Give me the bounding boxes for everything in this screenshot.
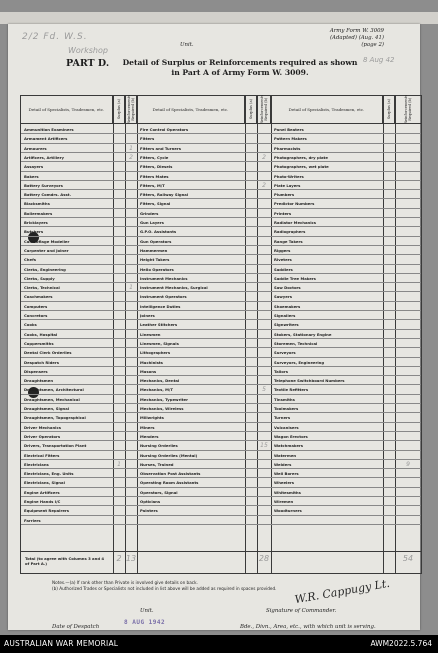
note-b: (b) Authorized Trades or Specialists not included in list above will be added as required in spaces provided. — [52, 586, 277, 591]
table-row-label: Camouflage Modeller — [24, 238, 70, 244]
table-row-label: Draughtsmen, Architectural — [24, 387, 84, 393]
table-row-label: Electricians, Eng. Units — [24, 471, 74, 477]
table-row-label: Mechanics, Dental — [140, 378, 180, 384]
table-row-label: Operating Room Assistants — [140, 480, 199, 486]
table-row-label: Draughtsmen — [24, 378, 54, 384]
table-row-label: Fitters and Turners — [140, 145, 182, 151]
table-row-label: Pharmacists — [274, 145, 301, 151]
handwritten-date: 8 Aug 42 — [363, 56, 395, 64]
table-row-label: Stokers, Stationary Engine — [274, 331, 332, 337]
table-row-label: Engine Artificers — [24, 489, 60, 495]
table-row-label: Butchers — [24, 229, 44, 235]
table-row-label: Assayers — [24, 164, 44, 170]
col-header-surplus: Surplus (a) — [113, 96, 125, 123]
table-row-label: Coppersmiths — [24, 340, 54, 346]
col-header-reinf: Reinforcements Required (b) — [404, 95, 412, 124]
table-row-label: Driver Operators — [24, 433, 61, 439]
table-row-label: Signwriters — [274, 322, 299, 328]
commander-signature: W.R. Cappugy Lt. — [293, 576, 391, 607]
table-row-label: Fitters Mates — [140, 173, 169, 179]
table-row-label: Helio Operators — [140, 266, 174, 272]
table-row-label: Range Takers — [274, 238, 303, 244]
handwritten-count: 5 — [262, 386, 266, 394]
table-row-label: Drivers, Transportation Plant — [24, 443, 87, 449]
table-row-label: Farriers — [24, 517, 41, 523]
table-row-label: Fitters, Railway Signal — [140, 192, 189, 198]
table-row-label: Opticians — [140, 499, 161, 504]
table-row-label: Sawyers — [274, 294, 292, 300]
handwritten-count: 2 — [129, 153, 133, 161]
table-row-label: Electrical Fitters — [24, 452, 60, 458]
table-row-label: Vulcanisers — [274, 424, 299, 430]
column-rule — [395, 96, 396, 573]
table-row-label: Photographers, wet plate — [274, 164, 329, 170]
archive-name: AUSTRALIAN WAR MEMORIAL — [4, 639, 119, 648]
table-row-label: Battery Comdrs. Asst. — [24, 192, 72, 198]
col-header-trade: Detail of Specialists, Tradesmen, etc. — [137, 96, 245, 123]
handwritten-unit: 2/2 Fd. W.S. — [22, 32, 88, 42]
table-row-label: Equipment Repairers — [24, 508, 70, 514]
column-rule — [137, 96, 138, 573]
table-row-label: Electricians, Signal — [24, 480, 65, 486]
form-title: Detail of Surplus or Reinforcements required as shown in Part A of Army Form W. 3009. — [122, 58, 358, 77]
table-row-label: Armourers — [24, 145, 47, 151]
table-row-label: Nurses, Trained — [140, 461, 174, 467]
table-row-label: G.P.O. Assistants — [140, 229, 177, 235]
table-row-label: Engine Hands I/C — [24, 499, 61, 504]
table-row-label: Plate Layers — [274, 182, 301, 188]
sheet-edge — [0, 12, 438, 24]
table-row-label: Cooks, Hospital — [24, 331, 58, 337]
table-row-label: Textile Refitters — [274, 387, 309, 393]
header-rule — [21, 123, 421, 124]
total-label: Total (to agree with Columns 3 and 4 of Part A.) — [25, 556, 104, 566]
table-row-label: Shoemakers — [274, 303, 301, 309]
handwritten-count: 9 — [406, 460, 410, 468]
bde-label: Bde., Divn., Area, etc., with which unit is serving. — [240, 624, 376, 630]
handwritten-count: 2 — [262, 153, 266, 161]
table-row-label: Driver Mechanics — [24, 424, 61, 430]
table-row-label: Fitters, Signal — [140, 201, 171, 207]
table-row-label: Dental Clerk Orderlies — [24, 350, 72, 356]
table-row-label: Mechanics, Wireless — [140, 406, 184, 411]
table-row-label: Clerks, Technical — [24, 285, 60, 291]
table-row-label: Millwrights — [140, 415, 164, 421]
table-row-label: Mechanics, M/T — [140, 387, 173, 393]
table-row-label: Wiremen — [274, 499, 294, 504]
table-row-label: Lithographers — [140, 350, 171, 356]
table-row-label: Pattern Makers — [274, 136, 307, 142]
table-row-label: Draughtsmen, Signal — [24, 406, 70, 411]
table-row-label: Machinists — [140, 359, 163, 365]
table-row-label: Nursing Orderlies — [140, 443, 178, 449]
table-row-label: Wheelers — [274, 480, 295, 486]
table-row-label: Masons — [140, 368, 157, 374]
table-row-label: Intelligence Duties — [140, 303, 181, 309]
table-row-label: Instrument Operators — [140, 294, 187, 300]
handwritten-count: 1 — [117, 460, 121, 468]
form-reference — [330, 28, 384, 49]
column-rule — [257, 96, 258, 573]
table-row-label: Fire Control Operators — [140, 127, 189, 132]
table-row-label: Panel Beaters — [274, 127, 304, 132]
table-row-label: Joiners — [140, 313, 155, 318]
col-header-surplus: Surplus (a) — [383, 96, 395, 123]
total-reinf-1: 13 — [125, 554, 137, 563]
archive-bar — [0, 635, 438, 653]
table-row-label: Instrument Mechanics — [140, 275, 188, 281]
table-row-label: Woodturners — [274, 508, 302, 514]
note-a: Notes.—(a) If rank other than Private is involved give details on back. — [52, 580, 198, 585]
table-row-label: Clerks, Engineering — [24, 266, 66, 272]
table-row-label: Mechanics, Typewriter — [140, 396, 189, 402]
table-row-label: Armament Artificers — [24, 136, 68, 142]
total-reinf-2: 28 — [258, 554, 270, 563]
table-row-label: Nursing Orderlies (Mental) — [140, 452, 198, 458]
table-row-label: Saddlers — [274, 266, 293, 272]
table-row-label: Despatch Riders — [24, 359, 60, 365]
table-row-label: Menders — [140, 433, 159, 439]
table-row-label: Photo-Writers — [274, 173, 304, 179]
table-row-label: Operators, Signal — [140, 489, 178, 495]
table-row-label: Fitters, M/T — [140, 182, 165, 188]
table-row-label: Grinders — [140, 210, 159, 216]
total-surplus-1: 2 — [116, 554, 122, 563]
table-row-label: Fitters, Cycle — [140, 154, 169, 160]
form-ref-line: Army Form W. 3009 — [329, 28, 384, 34]
form-notes — [52, 580, 277, 592]
handwritten-unit-2: Workshop — [68, 46, 108, 55]
table-row-label: Gun Layers — [140, 220, 164, 225]
table-row-label: Coachmakers — [24, 294, 53, 300]
total-reinf-3: 54 — [402, 554, 414, 563]
table-row-label: Tailors — [274, 368, 289, 374]
column-rule — [271, 96, 272, 573]
table-row-label: Instrument Mechanics, Surgical — [140, 285, 208, 291]
table-row-label: Artificers, Artillery — [24, 154, 64, 160]
table-row-label: Battery Surveyors — [24, 182, 63, 188]
column-rule — [245, 96, 246, 573]
table-row-label: Signallers — [274, 313, 296, 318]
handwritten-count: 1 — [129, 144, 133, 152]
col-header-reinf: Reinforcements Required (b) — [125, 96, 137, 123]
table-row-label: Saw Doctors — [274, 285, 301, 291]
form-ref-line: (page 2) — [361, 42, 384, 48]
table-row-label: Gun Operators — [140, 238, 172, 244]
table-row-label: Clerks, Supply — [24, 275, 55, 281]
table-row-label: Draughtsmen, Mechanical — [24, 396, 80, 402]
date-label: Date of Despatch — [52, 624, 100, 630]
col-header-surplus: Surplus (a) — [245, 96, 257, 123]
table-row-label: Chefs — [24, 257, 36, 263]
table-row-label: Surveyors — [274, 350, 296, 356]
table-row-label: Wagon Erectors — [274, 433, 308, 439]
part-label: PART D. — [66, 58, 110, 69]
document-page — [8, 24, 420, 630]
table-row-label: Tinsmiths — [274, 396, 295, 402]
table-row-label: Observation Post Assistants — [140, 471, 201, 477]
table-row-label: Hammermen — [140, 247, 168, 253]
column-rule — [383, 96, 384, 573]
date-stamp: 8 AUG 1942 — [124, 619, 166, 626]
table-row-label: Toolmakers — [274, 406, 299, 411]
table-row-label: Electricians — [24, 461, 49, 467]
table-row-label: Leather Stitchers — [140, 322, 178, 328]
table-row-label: Saddle Tree Makers — [274, 275, 316, 281]
col-header-reinf: Reinforcements Required (b) — [257, 96, 271, 123]
table-row-label: Telephone Switchboard Numbers — [274, 378, 345, 384]
signature-label: Signature of Commander. — [266, 608, 337, 614]
table-row-label: Bricklayers — [24, 220, 48, 225]
column-rule — [113, 96, 114, 573]
form-ref-line: (Adapted) (Aug. 41) — [329, 35, 384, 41]
table-row-label: Plumbers — [274, 192, 295, 198]
table-row-label: Watchmakers — [274, 443, 304, 449]
table-row-label: Boilermakers — [24, 210, 53, 216]
table-row-label: Painters — [140, 508, 158, 514]
table-row-label: Ammunition Examiners — [24, 127, 74, 132]
table-row-label: Surveyors, Engineering — [274, 359, 325, 365]
specialists-table — [20, 95, 422, 574]
table-row-label: Bakers — [24, 173, 39, 179]
table-row-label: Linesmen, Signals — [140, 340, 179, 346]
table-row-label: Dispensers — [24, 368, 48, 374]
table-row-label: Linesmen — [140, 331, 161, 337]
handwritten-count: 15 — [260, 442, 268, 450]
table-row-label: Radiographers — [274, 229, 306, 235]
handwritten-count: 2 — [262, 181, 266, 189]
archive-reference: AWM2022.5.764 — [370, 639, 432, 648]
total-rule — [21, 551, 421, 552]
table-row-label: Printers — [274, 210, 292, 216]
table-row-label: Miners — [140, 424, 155, 430]
table-row-label: Fitters, Diesels — [140, 164, 173, 170]
table-row-label: Carpenter and Joiner — [24, 247, 69, 253]
table-row-label: Well Borers — [274, 471, 299, 477]
unit-label: Unit. — [180, 42, 194, 48]
col-header-trade: Detail of Specialists, Tradesmen, etc. — [21, 96, 113, 123]
table-row-label: Draughtsmen, Topographical — [24, 415, 86, 421]
table-row-label: Cooks — [24, 322, 37, 328]
table-row-label: Computers — [24, 303, 48, 309]
unit-label-bottom: Unit. — [140, 608, 154, 614]
col-header-trade: Detail of Specialists, Tradesmen, etc. — [271, 96, 383, 123]
table-row-label: Radiator Mechanics — [274, 220, 317, 225]
table-row-label: Blacksmiths — [24, 201, 50, 207]
table-row-label: Whitesmiths — [274, 489, 301, 495]
table-row-label: Predictor Numbers — [274, 201, 315, 207]
table-row-label: Photographers, dry plate — [274, 154, 328, 160]
table-row-label: Fitters — [140, 136, 155, 142]
table-row-label: Watermen — [274, 452, 297, 458]
table-row-label: Welders — [274, 461, 292, 467]
table-row-label: Height Takers — [140, 257, 170, 263]
table-row-label: Storemen, Technical — [274, 340, 318, 346]
table-row-label: Concretors — [24, 313, 48, 318]
column-rule — [125, 96, 126, 573]
table-row-label: Riggers — [274, 247, 291, 253]
table-row-label: Riveters — [274, 257, 292, 263]
table-row-label: Turners — [274, 415, 291, 421]
handwritten-count: 1 — [129, 284, 133, 292]
